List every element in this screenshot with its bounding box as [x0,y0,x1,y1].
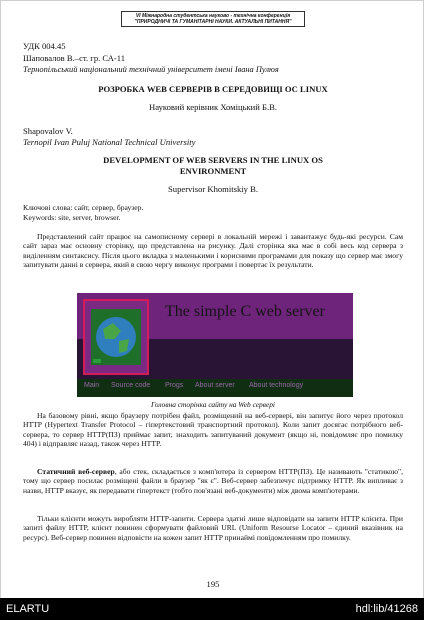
paragraph-http [23,411,403,449]
nav-item-main[interactable]: Main [84,382,100,389]
udk-code: УДК 004.45 [23,41,66,51]
supervisor-en: Supervisor Khomitskiy B. [168,184,258,194]
author-ua: Шаповалов В.–ст. гр. СА-11 [23,53,126,63]
repository-handle[interactable]: hdl:lib/41268 [355,603,418,615]
conference-header [121,11,305,27]
author-en: Shapovalov V. [23,126,73,136]
paragraph-clients-text: Тільки клієнти можуть виробляти HTTP-запити. Сервера здатні лише відповідати на запити HTTP клієнта. При запиті файлу HTTP, клієнт повинен сформувати файловий URL (Uniform Resourse Locator – єдиний вказівник на ресурс). Веб-сервер повинен відповісти на кожен запит HTTP принаймі повідомленням про помилку. [23,514,403,542]
title-en-line2: ENVIRONMENT [179,166,247,176]
title-ua: РОЗРОБКА WEB СЕРВЕРІВ В СЕРЕДОВИЩІ ОС LINUX [98,84,328,94]
site-logo [83,299,149,375]
nav-item-about-technology[interactable]: About technology [249,382,304,389]
paragraph-static-server-text: , або стек, складається з комп'ютера із сервером HTTP(ПЗ). Це називають "статикою", тому що сервер посилає розміщені файли в браузер "як є". Веб-сервер забезпечує підтримку HTTP. Як випливає з назви, HTTP вказує, як передавати гіпертекст (тобто пов'язані веб-документи) між двома комп'ютерами. [23,467,403,495]
site-navigation [77,379,353,397]
nav-item-about-server[interactable]: About server [195,382,235,389]
paragraph-clients [23,514,403,542]
paragraph-intro [23,232,403,270]
website-screenshot-figure [77,293,353,397]
static-server-term: Статичний веб-сервер [37,467,115,476]
figure-caption: Головна сторінка сайту на Web сервері [151,400,275,409]
institution-ua: Тернопільський національний технічний університет імені Івана Пулюя [23,65,279,74]
supervisor-ua: Науковий керівник Хоміцький Б.В. [149,102,277,112]
paragraph-static-server [23,467,403,495]
paragraph-http-text: На базовому рівні, якщо браузеру потрібен файл, розміщений на веб-сервері, він запитує його через протокол HTTP (Hypertext Transfer Protocol – гіпертекстовий транспортний протокол). Коли запит досягає потрібного веб-сервера, то сервер HTTP(ПЗ) приймає запит, знаходить запитуваний документ (якщо ні, повідомляє про помилку 404) і відправляє назад, також через HTTP. [23,411,403,449]
repository-name[interactable]: ELARTU [6,603,50,615]
keywords-ua: Ключові слова: сайт, сервер, браузер. [23,203,144,212]
paragraph-intro-text: Представлений сайт працює на самописному сервері в локальній мережі і завантажує будь-які ресурси. Сам сайт зараз має основну сторінку, що представлена на рисунку. Далі сторінка яка має в собі весь код сервера з виділенням синтаксису. Після цього вкладка з маленькими і корисними програмами для показу що сервер має змогу запитувати данні в сервера, який в свою чергу виконує програми і повертає їх результати. [23,232,403,270]
title-en-line1: DEVELOPMENT OF WEB SERVERS IN THE LINUX OS [103,155,323,165]
page-number: 195 [206,579,220,589]
repository-footer-bar [0,598,424,620]
institution-en: Ternopil Ivan Puluj National Technical University [23,137,196,147]
nav-item-source-code[interactable]: Source code [111,382,151,389]
keywords-en: Keywords: site, server, browser. [23,213,121,222]
conference-header-line1: VI Міжнародна студентська науково - технічна конференція [135,13,291,19]
nav-item-progs[interactable]: Progs [165,382,184,389]
conference-header-line2: "ПРИРОДНИЧІ ТА ГУМАНІТАРНІ НАУКИ. АКТУАЛЬНІ ПИТАННЯ" [134,19,292,25]
site-title: The simple C web server [165,303,325,320]
